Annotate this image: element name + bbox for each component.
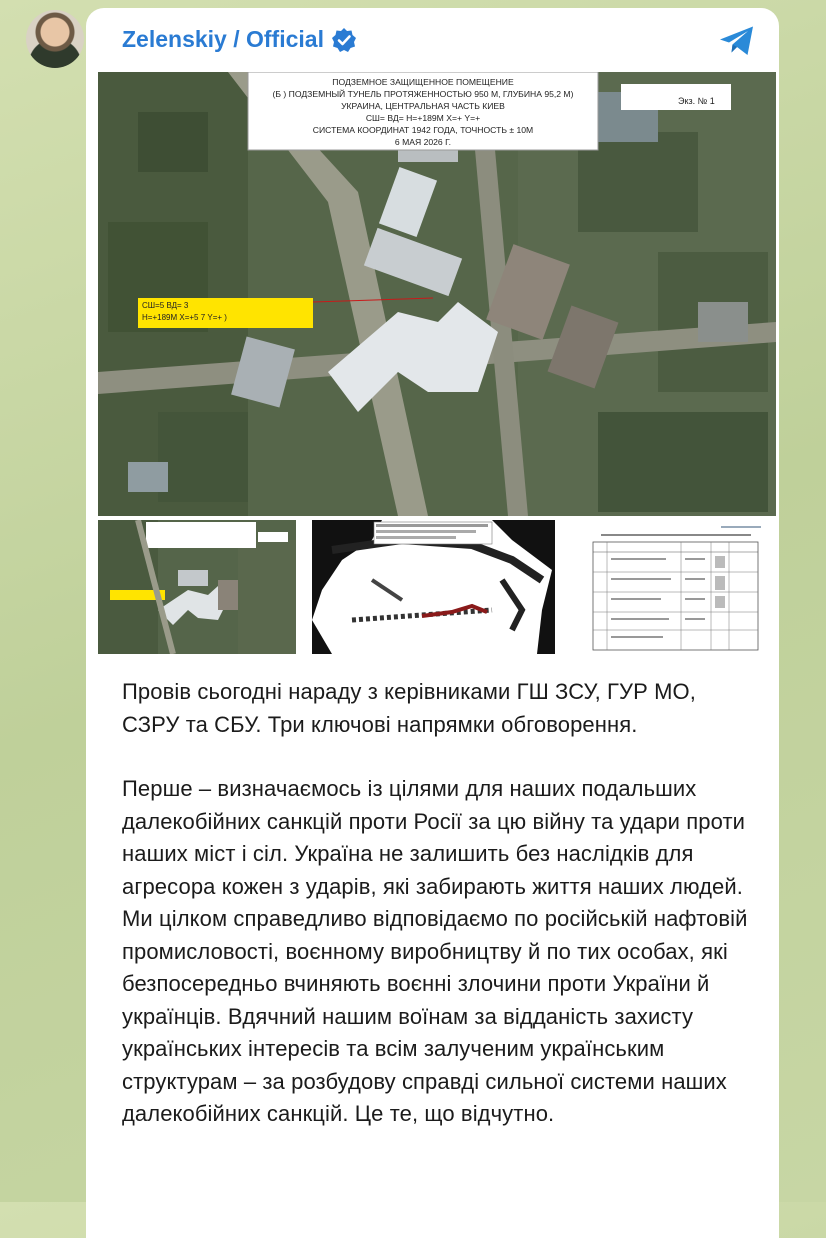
caption-line: УКРАИНА, ЦЕНТРАЛЬНАЯ ЧАСТЬ КИЕВ: [341, 101, 505, 111]
channel-avatar[interactable]: [26, 10, 84, 68]
marker-line: Н=+189М Х=+5 7 Y=+ ): [142, 313, 227, 322]
caption-line: (Б ) ПОДЗЕМНЫЙ ТУНЕЛЬ ПРОТЯЖЕННОСТЬЮ 950 М, ГЛУБИНА 95,2 М): [272, 89, 574, 99]
message-header: [86, 8, 779, 72]
caption-line: СШ= ВД= Н=+189М Х=+ Y=+: [365, 113, 481, 123]
thermal-thumbnail: [312, 520, 555, 654]
main-photo[interactable]: [98, 72, 776, 516]
copy-label: Экз. № 1: [678, 96, 715, 106]
marker-line: СШ=5 ВД= 3: [142, 301, 189, 310]
caption-line: СИСТЕМА КООРДИНАТ 1942 ГОДА, ТОЧНОСТЬ ± 10М: [312, 125, 534, 135]
image-caption-box: [248, 76, 598, 148]
thumbnail-photo-2[interactable]: [312, 520, 555, 654]
caption-line: 6 МАЯ 2026 Г.: [394, 137, 452, 147]
post-paragraph: Провів сьогодні нараду з керівниками ГШ ЗСУ, ГУР МО, СЗРУ та СБУ. Три ключові напрямки обговорення.: [122, 679, 696, 737]
caption-line: ПОДЗЕМНОЕ ЗАЩИЩЕННОЕ ПОМЕЩЕНИЕ: [332, 77, 514, 87]
post-text: [122, 676, 754, 1131]
verified-badge-icon: [331, 27, 357, 53]
thumbnail-photo-1[interactable]: [98, 520, 296, 654]
document-thumbnail: [571, 520, 776, 654]
post-paragraph: Перше – визначаємось із цілями для наших подальших далекобійних санкцій проти Росії за цю війну та удари проти наших міст і сіл. Україна не залишить без наслідків для агресора кожен з ударів, які забирають життя наших людей. Ми цілком справедливо відповідаємо по російській нафтовій промисловості, воєнному виробництву й по тих особах, які безпосередньо вчиняють воєнні злочини проти України й українців. Вдячний нашим воїнам за відданість захисту українських інтересів та всім залученим українським структурам – за розбудову справді сильної системи наших далекобійних санкцій. Це те, що відчутно.: [122, 776, 748, 1126]
telegram-plane-icon[interactable]: [717, 24, 757, 58]
message-card: [86, 8, 779, 1238]
thumbnail-document[interactable]: [571, 520, 776, 654]
channel-name[interactable]: Zelenskiy / Official: [122, 26, 324, 52]
satellite-thumbnail: [98, 520, 296, 654]
marker-label: [142, 300, 227, 324]
